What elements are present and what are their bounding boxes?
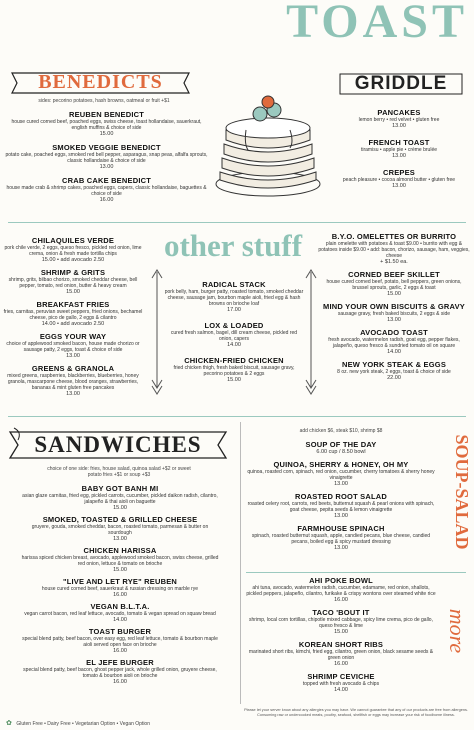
menu-item: [164, 321, 304, 348]
other-stuff-title: other stuff: [163, 228, 303, 263]
item-price: 15.00: [227, 377, 241, 383]
item-price: 15.00: [99, 131, 114, 137]
item-name: B.Y.O. OMELETTES OR BURRITO: [331, 232, 457, 241]
item-desc: 8 oz. new york steak, 2 eggs, toast & choice of side: [337, 369, 451, 375]
item-price: 16.00: [113, 648, 127, 654]
dietary-legend: [6, 712, 236, 730]
other-stuff-left-column: [2, 236, 144, 397]
item-desc: special blend patty, beef bacon, over easy egg, red leaf lettuce, tomato & bourbon maple aioli served open face on brioche: [22, 636, 218, 648]
item-price: 13.00: [334, 545, 348, 551]
menu-item: [4, 143, 209, 170]
item-name: CORNED BEEF SKILLET: [348, 270, 440, 279]
item-price: 14.00: [387, 349, 401, 355]
item-price: 15.00: [113, 567, 127, 573]
item-name: CRAB CAKE BENEDICT: [61, 176, 152, 185]
item-price: 22.00: [387, 375, 401, 381]
item-desc: sausage gravy, fresh baked biscuits, 2 eggs & side: [337, 311, 451, 317]
item-name: REUBEN BENEDICT: [68, 110, 145, 119]
item-desc: house cured corned beef, poached eggs, swiss cheese, toast hollandaise, sauerkraut, english muffins & choice of side: [11, 119, 202, 131]
menu-item: [318, 232, 470, 265]
item-desc: house made crab & shrimp cakes, poached eggs, capers, classic hollandaise, baguettes & choice of side: [6, 185, 207, 197]
item-name: MIND YOUR OWN BISCUITS & GRAVY: [323, 302, 465, 311]
item-price: 14.00: [227, 342, 241, 348]
item-desc: asian glaze carnitas, fried egg, pickled carrots, cucumber, pickled daikon radish, cilantro, jalapeño & thai aioli on baguette: [22, 493, 218, 505]
item-name: PANCAKES: [377, 108, 421, 117]
item-desc: lemon berry • red velvet • gluten free: [358, 117, 440, 123]
sandwiches-sides-note: choice of one side: fries, house salad, quinoa salad +$2 or sweet potato fries +$1 or soup +$3: [47, 466, 191, 478]
item-price: 13.00: [387, 317, 401, 323]
item-price: 14.00: [113, 617, 127, 623]
item-name: LOX & LOADED: [204, 321, 264, 330]
menu-item: [318, 302, 470, 323]
item-name: TOAST BURGER: [88, 627, 152, 636]
item-price: + $1.50 ea.: [380, 259, 408, 265]
item-price: 16.00: [334, 661, 348, 667]
menu-item: [246, 492, 436, 519]
other-stuff-right-column: [318, 232, 470, 381]
menu-item: [4, 176, 209, 203]
item-name: "LIVE AND LET RYE" REUBEN: [62, 577, 178, 586]
item-name: CHICKEN HARISSA: [83, 546, 157, 555]
griddle-title: GRIDDLE: [354, 73, 448, 94]
menu-item: [20, 602, 220, 623]
item-price: 15.00: [113, 505, 127, 511]
menu-item: [164, 356, 304, 383]
more-vertical-title: more: [445, 608, 470, 654]
column-divider: [240, 422, 241, 704]
menu-item: [164, 280, 304, 313]
item-price: 15.00: [66, 289, 80, 295]
item-name: AVOCADO TOAST: [360, 328, 428, 337]
item-name: VEGAN B.L.T.A.: [90, 602, 150, 611]
griddle-banner: [336, 70, 466, 98]
menu-item: [2, 300, 144, 327]
item-desc: gruyere, gouda, smoked cheddar, bacon, roasted tomato, parmesan & butter on sourdough: [31, 524, 209, 536]
item-price: 17.00: [227, 307, 241, 313]
item-name: EL JEFE BURGER: [86, 658, 154, 667]
section-divider: [8, 416, 466, 417]
menu-item: [246, 440, 436, 455]
benedicts-list: [4, 110, 209, 203]
item-desc: peach pleasure • cocoa almond butter • gluten free: [342, 177, 456, 183]
item-name: FARMHOUSE SPINACH: [297, 524, 385, 533]
item-desc: house cured corned beef, potato, bell peppers, green onions, brussel sprouts, garlic, 2 eggs & toast: [326, 279, 462, 291]
item-price: 13.00: [392, 123, 406, 129]
item-price: 13.00: [113, 536, 127, 542]
item-price: 13.00: [334, 481, 348, 487]
item-price: 13.00: [392, 153, 406, 159]
more-list: [246, 576, 436, 693]
item-name: KOREAN SHORT RIBS: [298, 640, 384, 649]
item-price: 13.00: [99, 164, 114, 170]
item-price: 15.00: [334, 629, 348, 635]
menu-item: [2, 236, 144, 263]
item-price: 14.00: [334, 687, 348, 693]
legend-text: Gluten Free • Dairy Free • Vegetarian Option • Vegan Option: [16, 721, 150, 727]
item-price: 13.00: [66, 391, 80, 397]
item-desc: quinoa, roasted corn, spinach, red onion, cucumber, cherry tomatoes & sherry honey vinaigrette: [247, 469, 435, 481]
item-desc: cured fresh salmon, bagel, dill cream cheese, pickled red onion, capers: [170, 330, 298, 342]
item-price: 13.00: [392, 183, 406, 189]
allergy-disclaimer: Please let your server know about any allergies you may have. We cannot guarantee that any of our products are free from allergens. Consuming raw or undercooked meats, poultry, seafood, shellfish or eggs may increase your risk of foodborne illness.: [244, 708, 468, 717]
item-desc: plain omelette with potatoes & toast $9.00 • burrito with egg & potatoes inside $9.00 • add: bacon, chorizo, sausage, ham, veggies, cheese: [318, 241, 470, 259]
menu-item: [4, 110, 209, 137]
benedicts-sides-note: sides: pecorino potatoes, hash browns, oatmeal or fruit +$1: [38, 98, 170, 104]
item-desc: tiramisu • apple pie • crème brulée: [360, 147, 438, 153]
item-desc: topped with fresh avocado & chips: [302, 681, 380, 687]
item-name: CHILAQUILES VERDE: [31, 236, 115, 245]
item-desc: shrimp, grits, bilbao chorizo, smoked cheddar cheese, bell pepper, tomato, red onion, butter & heavy cream: [8, 277, 138, 289]
item-desc: fresh avocado, watermelon radish, goat egg, pepper flakes, jalapeño, queso fresco & sundried tomato oil on square: [328, 337, 460, 349]
item-desc: house cured corned beef, sauerkraut & russian dressing on marble rye: [41, 586, 199, 592]
menu-item: [318, 270, 470, 297]
item-desc: harissa spiced chicken breast, avocado, applewood smoked bacon, swiss cheese, grilled red onion, lettuce & tomato on brioche: [21, 555, 219, 567]
other-stuff-middle-column: [164, 280, 304, 383]
menu-item: [246, 576, 436, 603]
item-desc: pork belly, ham, burger patty, roasted tomato, smoked cheddar cheese, sausage jam, bourbon maple aioli, fried egg & hash browns on brioche loaf: [164, 289, 304, 307]
item-desc: fried chicken thigh, fresh baked biscuit, sausage gravy, pecorino potatoes & 2 eggs: [173, 365, 295, 377]
item-price: 16.00: [113, 679, 127, 685]
menu-item: [246, 672, 436, 693]
menu-item: [20, 577, 220, 598]
menu-item: [20, 627, 220, 654]
item-name: CREPES: [382, 168, 416, 177]
item-price: 13.00: [66, 353, 80, 359]
menu-item: [330, 138, 468, 159]
item-desc: choice of applewood smoked bacon, house made chorizo or sausage patty, 2 eggs, toast & choice of side: [6, 341, 140, 353]
item-desc: spinach, roasted butternut squash, apple, candied pecans, blue cheese, candied pecans, boiled egg & spicy mustard dressing: [251, 533, 431, 545]
item-name: SHRIMP CEVICHE: [307, 672, 375, 681]
item-desc: pork chile verde, 2 eggs, queso fresco, pickled red onion, lime crema, onion & fresh made tortilla chips: [4, 245, 142, 257]
item-name: AHI POKE BOWL: [309, 576, 373, 585]
item-name: NEW YORK STEAK & EGGS: [341, 360, 447, 369]
menu-item: [246, 460, 436, 487]
section-divider: [8, 222, 466, 223]
item-price: 16.00: [99, 197, 114, 203]
sandwiches-title: SANDWICHES: [34, 432, 202, 457]
item-name: SOUP OF THE DAY: [305, 440, 377, 449]
item-desc: marinated short ribs, kimchi, fried egg, cilantro, green onion, black sesame seeds & green onion: [248, 649, 434, 661]
item-price: 13.00: [334, 513, 348, 519]
menu-item: [20, 546, 220, 573]
item-desc: vegan carrot bacon, red leaf lettuce, avocado, tomato & vegan spread on squaw bread: [24, 611, 216, 617]
item-desc: shrimp, local corn tortillas, chipotle mixed cabbage, spicy lime crema, pico de gallo, queso fresco & lime: [249, 617, 433, 629]
menu-item: [318, 360, 470, 381]
item-price: 6.00 cup / 8.50 bowl: [316, 449, 366, 455]
item-name: BABY GOT BANH MI: [81, 484, 159, 493]
menu-item: [2, 364, 144, 397]
item-desc: mixed greens, raspberries, blackberries, blueberries, honey granola, mascarpone cheese, blood oranges, strawberries, bananas & mint gluten free pancakes: [7, 373, 139, 391]
leaf-icon: ✿: [6, 720, 12, 727]
item-name: EGGS YOUR WAY: [39, 332, 107, 341]
item-name: CHICKEN-FRIED CHICKEN: [184, 356, 284, 365]
item-price: 16.00: [334, 597, 348, 603]
item-price: 14.00 • add avocado 2.50: [41, 321, 105, 327]
item-name: TACO 'BOUT IT: [312, 608, 370, 617]
item-name: FRENCH TOAST: [368, 138, 430, 147]
item-name: GREENS & GRANOLA: [31, 364, 115, 373]
menu-item: [246, 524, 436, 551]
item-desc: fries, carnitas, peruvian sweet peppers, fried onions, bechamel cheese, pico de gallo, 2 eggs & cilantro: [3, 309, 143, 321]
item-name: RADICAL STACK: [202, 280, 266, 289]
item-name: QUINOA, SHERRY & HONEY, OH MY: [273, 460, 409, 469]
item-desc: ahi tuna, avocado, watermelon radish, cucumber, edamame, red onion, shallots, pickled peppers, jalapeño, cilantro, furikake & crispy wontons over steamed white rice: [246, 585, 436, 597]
item-price: 16.00: [113, 592, 127, 598]
item-name: ROASTED ROOT SALAD: [295, 492, 387, 501]
arrow-decoration-right: [304, 268, 318, 396]
menu-item: [330, 168, 468, 189]
menu-item: [318, 328, 470, 355]
item-desc: potato cake, poached eggs, smoked red bell pepper, asparagus, snap peas, alfalfa sprouts, classic hollandaise & choice of side: [5, 152, 208, 164]
item-name: SMOKED VEGGIE BENEDICT: [52, 143, 161, 152]
menu-item: [20, 484, 220, 511]
item-price: 15.00: [387, 291, 401, 297]
benedicts-banner: [8, 70, 193, 96]
item-desc: special blend patty, beef bacon, ghost pepper jack, whole grilled onion, gruyere cheese, tomato & bourbon aioli on brioche: [23, 667, 217, 679]
menu-item: [20, 658, 220, 685]
menu-item: [2, 268, 144, 295]
griddle-list: [330, 108, 468, 189]
menu-item: [330, 108, 468, 129]
soup-salad-vertical-title: SOUP-SALAD: [452, 434, 472, 550]
item-name: SHRIMP & GRITS: [40, 268, 106, 277]
item-price: 15.00 • add avocado 2.50: [41, 257, 105, 263]
soup-salad-list: [246, 440, 436, 551]
sandwiches-list: [20, 484, 220, 685]
arrow-decoration-left: [150, 268, 164, 396]
menu-item: [246, 608, 436, 635]
menu-item: [20, 515, 220, 542]
benedicts-title: BENEDICTS: [38, 71, 163, 93]
soup-salad-addons-note: add chicken $6, steak $10, shrimp $8: [299, 428, 383, 434]
menu-item: [246, 640, 436, 667]
item-desc: roasted celery root, carrots, red beets, butternut squash & pearl onions with spinach, goat cheese, pepita seeds & lemon vinaigrette: [247, 501, 435, 513]
item-name: SMOKED, TOASTED & GRILLED CHEESE: [42, 515, 198, 524]
brand-logo: TOAST: [286, 0, 468, 48]
menu-item: [2, 332, 144, 359]
pancake-stack-illustration: [208, 84, 328, 202]
item-name: BREAKFAST FRIES: [36, 300, 110, 309]
section-divider: [246, 572, 466, 573]
sandwiches-banner: [8, 426, 228, 464]
